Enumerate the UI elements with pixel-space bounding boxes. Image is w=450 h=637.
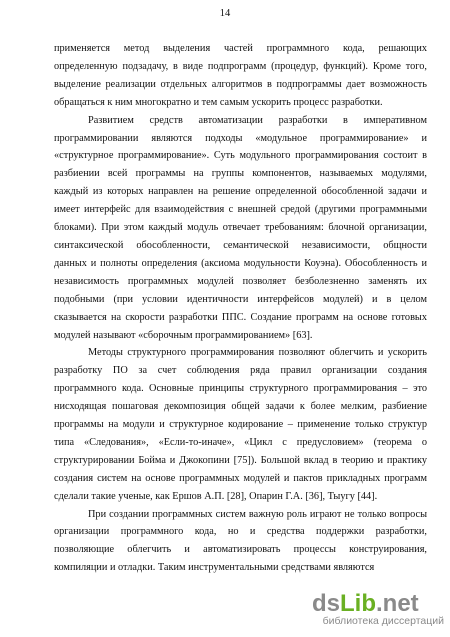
text-line: данных и полноты определения (аксиома модульности Коуэна). Обособленность и (54, 257, 427, 269)
text-line: модулей называют «сборочным программированием» [63]. (54, 329, 313, 341)
dslib-logo-icon (312, 587, 442, 617)
svg-text:ds: ds (312, 590, 341, 617)
text-line: разбиении всей программы на группы компонентов, называемых модулями, (54, 168, 427, 180)
text-line: независимость программных модулей позволяет безболезненно заменять их (54, 275, 427, 287)
text-line: блоками). При этом каждый модуль отвечает требованиям: блочной организации, (54, 222, 427, 234)
text-line: нисходящая пошаговая декомпозиция общей задачи к более мелким, разбиение (54, 401, 427, 413)
text-line: определенную подзадачу, в виде подпрограмм (процедур, функций). Кроме того, (54, 60, 427, 72)
text-line: «структурное программирование». Суть модульного программирования состоит в (54, 150, 427, 162)
text-line: создания систем на основе программных модулей и пактов прикладных программ (54, 472, 427, 484)
text-line: компиляции и отладки. Таким инструментальными средствами являются (54, 562, 375, 574)
watermark-caption: библиотека диссертаций (322, 615, 444, 627)
text-line: Методы структурного программирования позволяют облегчить и ускорить (88, 347, 427, 359)
text-line: синтаксической обособленности, семантической независимости, общности (54, 239, 427, 251)
text-line: программировании являются подходы «модульное программирование» и (54, 132, 427, 144)
paragraph (54, 344, 427, 505)
text-line: программы на модули и структурное кодирование – применение только структур (54, 419, 427, 431)
text-line: подобными (при условии идентичности интерфейсов модулей) и в целом (54, 293, 427, 305)
text-line: сделали такие ученые, как Ершов А.П. [28], Опарин Г.А. [36], Тыугу [44]. (54, 490, 378, 502)
dslib-watermark (286, 585, 446, 633)
text-line: каждый из которых направлен на решение определенной обособленной задачи и (54, 186, 427, 198)
document-body (54, 40, 427, 577)
text-line: обращаться к ним многократно и тем самым ускорить процесс разработки. (54, 96, 383, 108)
paragraph (54, 112, 427, 345)
svg-text:Lib: Lib (340, 590, 376, 617)
paragraph (54, 40, 427, 112)
svg-text:.net: .net (376, 590, 419, 617)
text-line: программного кода. Основные принципы структурного программирования – это (54, 383, 427, 395)
text-line: выделение реализации отдельных алгоритмов в подпрограммы дает возможность (54, 78, 427, 90)
text-line: организации программного кода, но и средства поддержки разработки, (54, 526, 427, 538)
page-number: 14 (219, 8, 231, 19)
text-line: разработку ПО за счет соблюдения ряда правил организации создания (54, 365, 427, 377)
text-line: применяется метод выделения частей программного кода, решающих (54, 43, 427, 54)
text-line: типа «Следования», «Если-то-иначе», «Цикл с предусловием» (теорема о (54, 436, 427, 448)
paragraph (54, 506, 427, 578)
text-line: имеет интерфейс для взаимодействия с внешней средой (другими программными (54, 204, 427, 216)
text-line: сказывается на скорости разработки ППС. Создание программ на основе готовых (54, 311, 427, 323)
text-line: Развитием средств автоматизации разработки в императивном (88, 114, 427, 126)
text-line: позволяющие облегчить и автоматизировать процессы конструирования, (54, 544, 427, 556)
text-line: структурировании Бойма и Джокопини [75]). Большой вклад в теорию и практику (54, 454, 427, 466)
text-line: При создании программных систем важную роль играют не только вопросы (88, 508, 427, 520)
